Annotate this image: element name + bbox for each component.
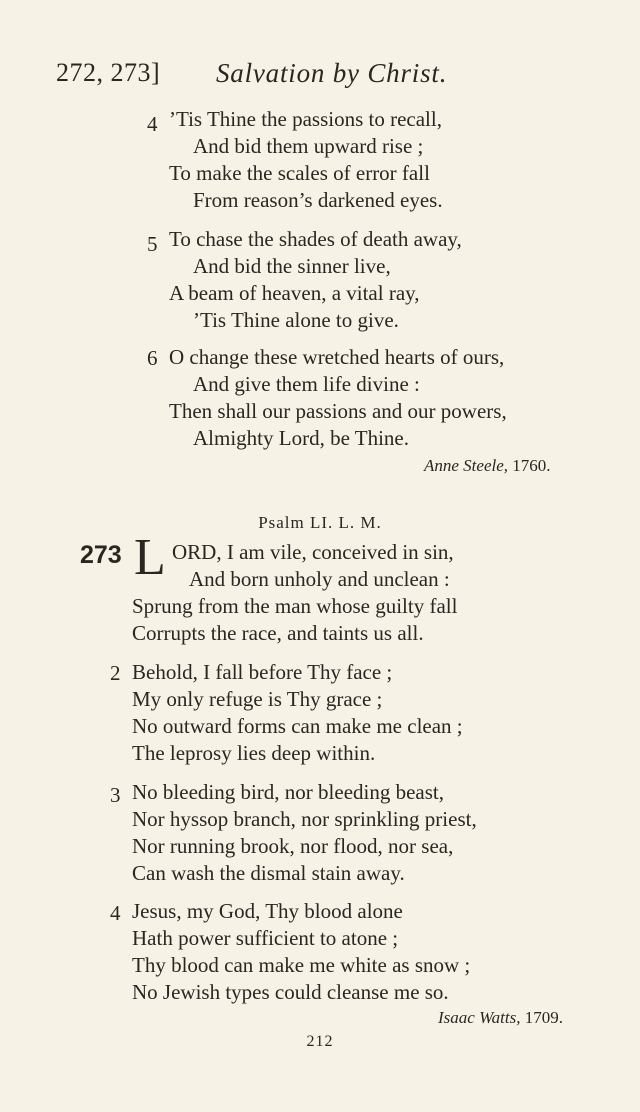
- page-header: [56, 58, 576, 92]
- verse-line: Nor hyssop branch, nor sprinkling priest,: [132, 807, 477, 831]
- verse-line: Jesus, my God, Thy blood alone: [132, 899, 403, 923]
- verse-line: ORD, I am vile, conceived in sin,: [172, 540, 454, 564]
- author-attribution: [424, 456, 551, 476]
- verse-line: And bid the sinner live,: [193, 254, 391, 278]
- hymn-title: Psalm LI. L. M.: [258, 513, 382, 532]
- verse-line: Hath power sufficient to atone ;: [132, 926, 399, 950]
- verse-line: Behold, I fall before Thy face ;: [132, 660, 393, 684]
- header-section-title: Salvation by Christ.: [216, 58, 448, 88]
- verse-number: 5: [147, 232, 158, 256]
- verse-line: No outward forms can make me clean ;: [132, 714, 463, 738]
- author-name: Isaac Watts,: [438, 1008, 521, 1027]
- verse-line: The leprosy lies deep within.: [132, 741, 376, 765]
- verse-line: And bid them upward rise ;: [193, 134, 424, 158]
- verse-line: To chase the shades of death away,: [169, 227, 462, 251]
- author-name: Anne Steele,: [424, 456, 509, 475]
- verse-line: To make the scales of error fall: [169, 161, 430, 185]
- verse-line: And born unholy and unclean :: [189, 567, 450, 591]
- verse-line: No Jewish types could cleanse me so.: [132, 980, 449, 1004]
- verse-line: A beam of heaven, a vital ray,: [169, 281, 420, 305]
- header-hymn-numbers: 272, 273]: [56, 58, 161, 87]
- verse-line: And give them life divine :: [193, 372, 420, 396]
- verse-line: O change these wretched hearts of ours,: [169, 345, 505, 369]
- verse-line: No bleeding bird, nor bleeding beast,: [132, 780, 445, 804]
- verse-line: Corrupts the race, and taints us all.: [132, 621, 424, 645]
- verse-number: 4: [147, 112, 158, 136]
- verse-line: Sprung from the man whose guilty fall: [132, 594, 458, 618]
- author-year: 1709.: [524, 1008, 563, 1027]
- verse-line: ’Tis Thine the passions to recall,: [169, 107, 442, 131]
- author-year: 1760.: [512, 456, 551, 475]
- verse-line: My only refuge is Thy grace ;: [132, 687, 383, 711]
- hymn-number: 273: [80, 541, 122, 569]
- verse-line: Then shall our passions and our powers,: [169, 399, 507, 423]
- verse-number: 6: [147, 346, 158, 370]
- verse-number: 4: [110, 901, 121, 925]
- author-attribution: [438, 1008, 563, 1028]
- verse-number: 3: [110, 783, 121, 807]
- verse-line: ’Tis Thine alone to give.: [193, 308, 399, 332]
- verse-line: Almighty Lord, be Thine.: [193, 426, 409, 450]
- verse-number: 2: [110, 661, 121, 685]
- drop-cap: L: [134, 529, 166, 586]
- verse-line: Thy blood can make me white as snow ;: [132, 953, 471, 977]
- verse-line: Can wash the dismal stain away.: [132, 861, 405, 885]
- verse-line: Nor running brook, nor flood, nor sea,: [132, 834, 454, 858]
- verse-line: From reason’s darkened eyes.: [193, 188, 443, 212]
- page-number: 212: [306, 1033, 334, 1050]
